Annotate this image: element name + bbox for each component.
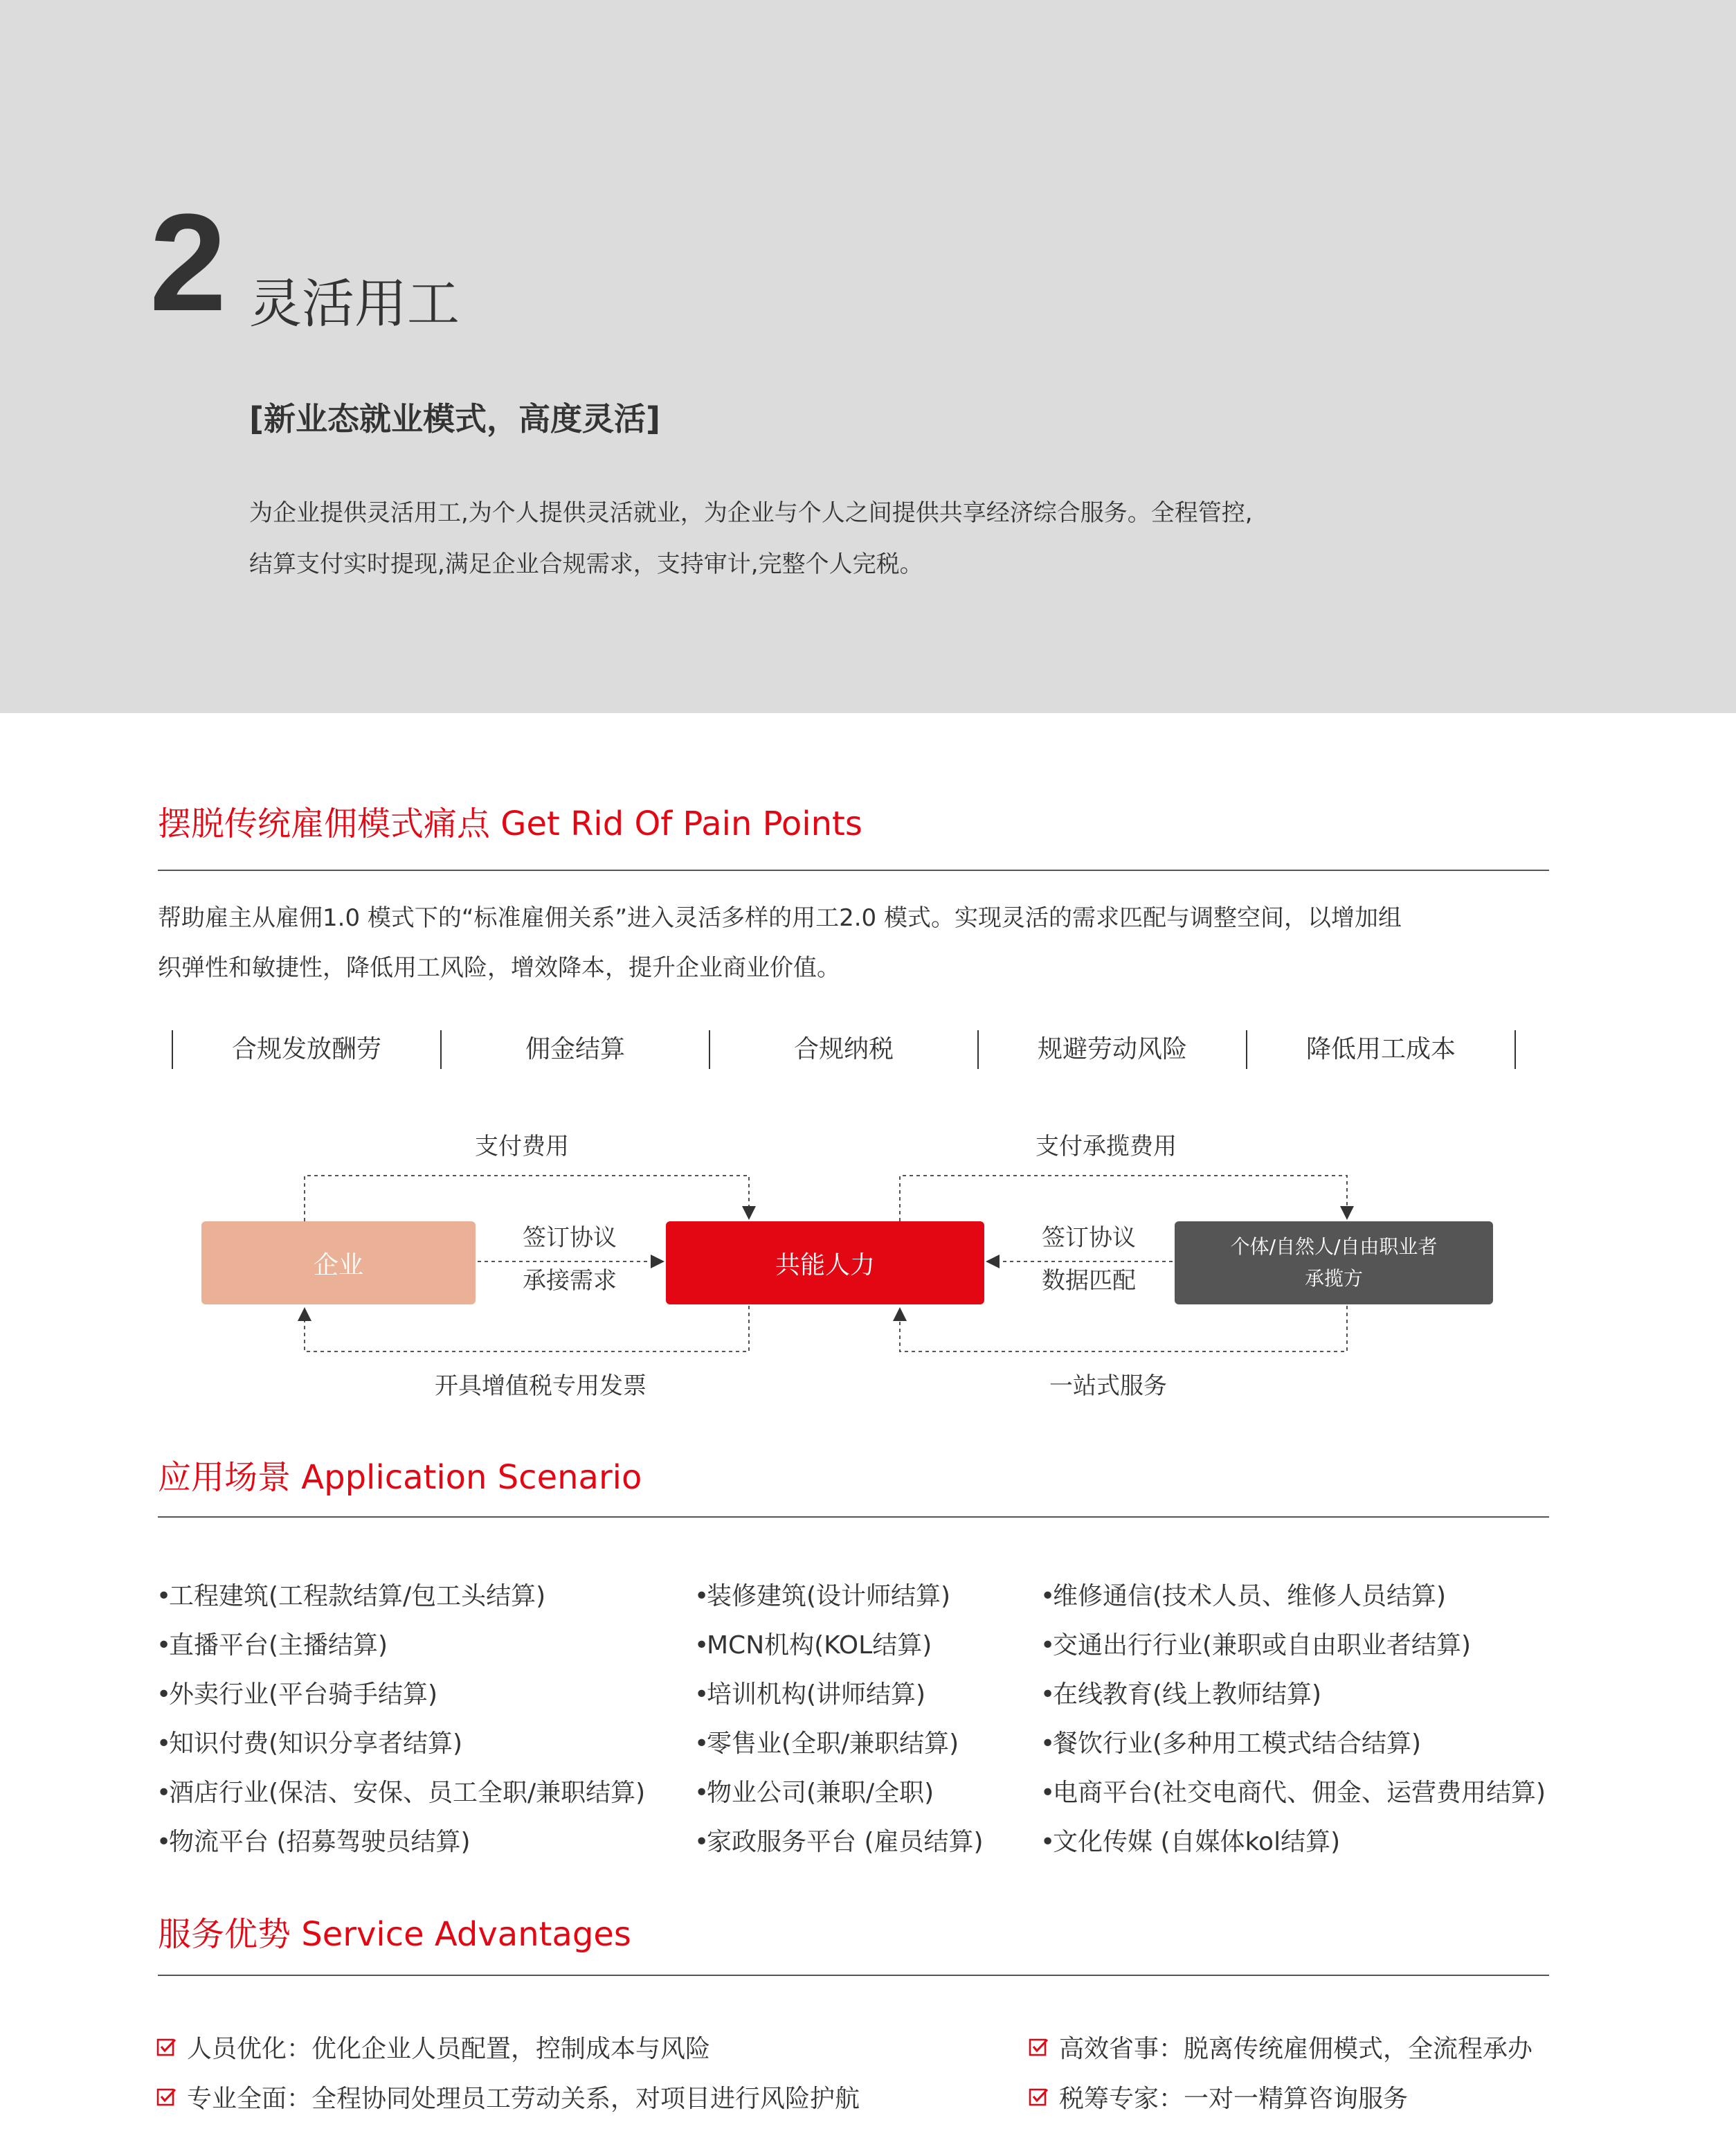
- label-invoice: 开具增值税专用发票: [435, 1372, 647, 1400]
- feature-item: 降低用工成本: [1246, 1030, 1516, 1069]
- pain-points-heading: 摆脱传统雇佣模式痛点 Get Rid Of Pain Points: [158, 805, 862, 843]
- scenario-item: •零售业(全职/兼职结算): [694, 1730, 959, 1758]
- checkbox-icon: [1029, 2087, 1049, 2108]
- advantage-item: 税筹专家：一对一精算咨询服务: [1029, 2074, 1408, 2124]
- label-pay-contract-fee: 支付承揽费用: [1036, 1133, 1177, 1160]
- feature-list: [172, 1030, 1516, 1069]
- feature-item: 规避劳动风险: [977, 1030, 1246, 1069]
- paragraph-line: 帮助雇主从雇佣1.0 模式下的“标准雇佣关系”进入灵活多样的用工2.0 模式。实现灵活的需求匹配与调整空间，以增加组: [158, 904, 1402, 932]
- scenario-item: •酒店行业(保洁、安保、员工全职/兼职结算): [156, 1779, 646, 1807]
- feature-item: 合规纳税: [709, 1030, 977, 1069]
- scenario-column-1: [156, 1572, 645, 1867]
- paragraph-line: 织弹性和敏捷性，降低用工风险，增效降本，提升企业商业价值。: [158, 954, 840, 982]
- checkbox-icon: [156, 2037, 177, 2058]
- enterprise-box: 企业: [201, 1221, 476, 1304]
- scenarios-heading: 应用场景 Application Scenario: [158, 1458, 642, 1497]
- scenario-item: •餐饮行业(多种用工模式结合结算): [1040, 1730, 1422, 1758]
- advantage-item: 人员优化：优化企业人员配置，控制成本与风险: [156, 2024, 710, 2074]
- advantage-item: 专业全面：全程协同处理员工劳动关系，对项目进行风险护航: [156, 2074, 860, 2124]
- scenario-item: •工程建筑(工程款结算/包工头结算): [156, 1582, 546, 1610]
- label-left-sign: 签订协议: [523, 1224, 617, 1252]
- arrow-pay-fee: [305, 1176, 749, 1221]
- checkbox-icon: [1029, 2037, 1049, 2058]
- checkbox-icon: [156, 2087, 177, 2108]
- scenario-item: •外卖行业(平台骑手结算): [156, 1680, 438, 1709]
- pain-points-paragraph: [158, 893, 1570, 993]
- section-number: 2: [150, 186, 227, 340]
- scenario-item: •MCN机构(KOL结算): [694, 1631, 932, 1660]
- intro-line: 为企业提供灵活用工,为个人提供灵活就业，为企业与个人之间提供共享经济综合服务。全程管控,: [249, 499, 1253, 527]
- scenario-item: •直播平台(主播结算): [156, 1631, 388, 1660]
- scenario-item: •交通出行行业(兼职或自由职业者结算): [1040, 1631, 1472, 1660]
- advantage-item: 高效省事：脱离传统雇佣模式，全流程承办: [1029, 2024, 1532, 2074]
- label-pay-fee: 支付费用: [475, 1133, 569, 1160]
- scenario-column-2: [694, 1572, 984, 1867]
- scenario-item: •家政服务平台 (雇员结算): [694, 1828, 984, 1856]
- hero-banner: [0, 0, 1736, 713]
- individual-box: [1175, 1221, 1493, 1304]
- label-one-stop: 一站式服务: [1049, 1372, 1167, 1400]
- label-right-match: 数据匹配: [1042, 1267, 1136, 1295]
- intro-line: 结算支付实时提现,满足企业合规需求，支持审计,完整个人完税。: [249, 550, 923, 578]
- scenario-item: •维修通信(技术人员、维修人员结算): [1040, 1582, 1447, 1610]
- scenario-item: •知识付费(知识分享者结算): [156, 1730, 463, 1758]
- divider: [158, 870, 1549, 871]
- individual-label: 个体/自然人/自由职业者: [1230, 1235, 1438, 1258]
- scenario-item: •物业公司(兼职/全职): [694, 1779, 934, 1807]
- arrow-pay-contract-fee: [900, 1176, 1347, 1221]
- individual-sublabel: 承揽方: [1304, 1267, 1363, 1290]
- feature-item: 合规发放酬劳: [172, 1030, 440, 1069]
- section-title: 灵活用工: [249, 273, 460, 334]
- divider: [158, 1516, 1549, 1518]
- scenario-item: •物流平台 (招募驾驶员结算): [156, 1828, 471, 1856]
- intro-text: [249, 487, 1495, 590]
- tagline: [新业态就业模式，高度灵活]: [249, 400, 661, 438]
- divider: [158, 1975, 1549, 1976]
- scenario-item: •培训机构(讲师结算): [694, 1680, 926, 1709]
- platform-box: 共能人力: [666, 1221, 984, 1304]
- scenario-column-3: [1040, 1572, 1546, 1867]
- flow-diagram: [0, 1080, 1736, 1412]
- label-right-sign: 签订协议: [1042, 1224, 1136, 1252]
- arrow-one-stop: [900, 1306, 1347, 1351]
- scenario-item: •电商平台(社交电商代、佣金、运营费用结算): [1040, 1779, 1546, 1807]
- scenario-item: •文化传媒 (自媒体kol结算): [1040, 1828, 1341, 1856]
- scenario-item: •装修建筑(设计师结算): [694, 1582, 951, 1610]
- scenario-item: •在线教育(线上教师结算): [1040, 1680, 1322, 1709]
- arrow-invoice: [305, 1306, 749, 1351]
- feature-item: 佣金结算: [440, 1030, 709, 1069]
- label-left-accept: 承接需求: [523, 1267, 617, 1295]
- advantages-heading: 服务优势 Service Advantages: [158, 1915, 631, 1954]
